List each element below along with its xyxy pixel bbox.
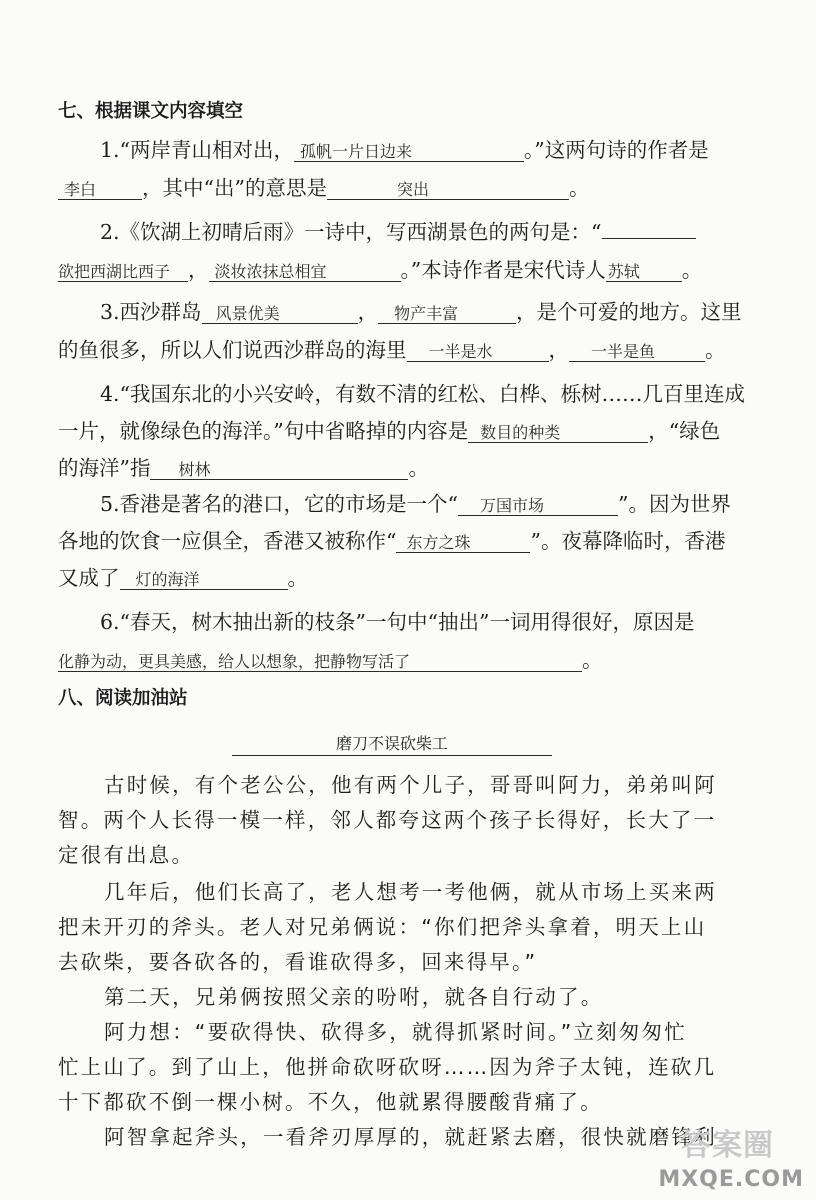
q3-answer-4[interactable]: 一半是鱼 (569, 342, 705, 362)
reading-title-answer[interactable]: 磨刀不误砍柴工 (232, 734, 552, 756)
q2-answer-3[interactable]: 苏轼 (606, 262, 682, 282)
story-line-6: 去砍柴，要各砍各的，看谁砍得多，回来得早。” (58, 950, 538, 974)
q2-blank-tail (602, 238, 696, 239)
story-line-9: 忙上山了。到了山上，他拼命砍呀砍呀……因为斧子太钝，连砍几 (58, 1055, 717, 1079)
q1-answer-2[interactable]: 李白 (58, 180, 142, 200)
q2-line1: 2.《饮湖上初晴后雨》一诗中，写西湖景色的两句是：“ (100, 222, 696, 243)
story-line-5: 把未开刃的斧头。老人对兄弟俩说：“你们把斧头拿着，明天上山 (58, 915, 707, 939)
q3-answer-2[interactable]: 物产丰富 (378, 304, 516, 324)
q3-line1: 3.西沙群岛 风景优美 ， 物产丰富 ，是个可爱的地方。这里 (100, 300, 742, 324)
q1-line1: 1.“两岸青山相对出， 孤帆一片日边来 。”这两句诗的作者是 (100, 138, 709, 162)
story-line-4: 几年后，他们长高了，老人想考一考他俩，就从市场上买来两 (104, 880, 717, 904)
story-line-8: 阿力想：“要砍得快、砍得多，就得抓紧时间。”立刻匆匆忙 (104, 1020, 687, 1044)
q1-answer-3[interactable]: 突出 (327, 180, 569, 200)
q2-line2: 欲把西湖比西子 ， 淡妆浓抹总相宜 。”本诗作者是宋代诗人 苏轼 。 (58, 258, 703, 282)
story-line-7: 第二天，兄弟俩按照父亲的吩咐，就各自行动了。 (104, 985, 604, 1009)
q4-line3: 的海洋”指 树林 。 (58, 456, 429, 480)
story-line-10: 十下都砍不倒一棵小树。不久，他就累得腰酸背痛了。 (58, 1090, 603, 1114)
story-line-3: 定很有出息。 (58, 843, 195, 867)
q6-line1: 6.“春天，树木抽出新的枝条”一句中“抽出”一词用得很好，原因是 (100, 610, 695, 634)
q5-answer-2[interactable]: 东方之珠 (396, 533, 530, 553)
q4-line1: 4.“我国东北的小兴安岭，有数不清的红松、白桦、栎树……几百里连成 (100, 382, 746, 406)
watermark-en: MXQE.COM (658, 1167, 804, 1192)
story-line-2: 智。两个人长得一模一样，邻人都夸这两个孩子长得好，长大了一 (58, 808, 717, 832)
section-8-heading: 八、阅读加油站 (58, 688, 188, 709)
q5-line1: 5.香港是著名的港口，它的市场是一个“ 万国市场 ”。因为世界 (100, 492, 732, 516)
q1-answer-1[interactable]: 孤帆一片日边来 (294, 142, 524, 162)
q3-answer-3[interactable]: 一半是水 (407, 342, 549, 362)
q3-line2: 的鱼很多，所以人们说西沙群岛的海里 一半是水 ， 一半是鱼 。 (58, 338, 726, 362)
q5-answer-1[interactable]: 万国市场 (458, 496, 618, 516)
q5-line2: 各地的饮食一应俱全，香港又被称作“ 东方之珠 ”。夜幕降临时，香港 (58, 529, 726, 553)
q5-answer-3[interactable]: 灯的海洋 (120, 570, 288, 590)
section-7-heading: 七、根据课文内容填空 (58, 101, 244, 122)
q2-answer-1[interactable]: 欲把西湖比西子 (58, 262, 188, 282)
q1-line2: 李白 ，其中“出”的意思是 突出 。 (58, 178, 589, 200)
q4-answer-2[interactable]: 树林 (150, 460, 408, 480)
story-line-11: 阿智拿起斧头，一看斧刃厚厚的，就赶紧去磨，很快就磨锋利 (104, 1125, 717, 1149)
q2-answer-2[interactable]: 淡妆浓抹总相宜 (209, 262, 401, 282)
q3-answer-1[interactable]: 风景优美 (202, 304, 358, 324)
q4-line2: 一片，就像绿色的海洋。”句中省略掉的内容是 数目的种类 ，“绿色 (58, 419, 721, 443)
q6-answer-1[interactable]: 化静为动，更具美感，给人以想象，把静物写活了 (58, 652, 582, 672)
watermark-cn: 答案圈 (681, 1128, 774, 1163)
watermark-logo (658, 1128, 804, 1192)
q4-answer-1[interactable]: 数目的种类 (468, 423, 648, 443)
story-line-1: 古时候，有个老公公，他有两个儿子，哥哥叫阿力，弟弟叫阿 (104, 773, 717, 797)
q6-line2: 化静为动，更具美感，给人以想象，把静物写活了 。 (58, 648, 603, 672)
q5-line3: 又成了 灯的海洋 。 (58, 566, 308, 590)
